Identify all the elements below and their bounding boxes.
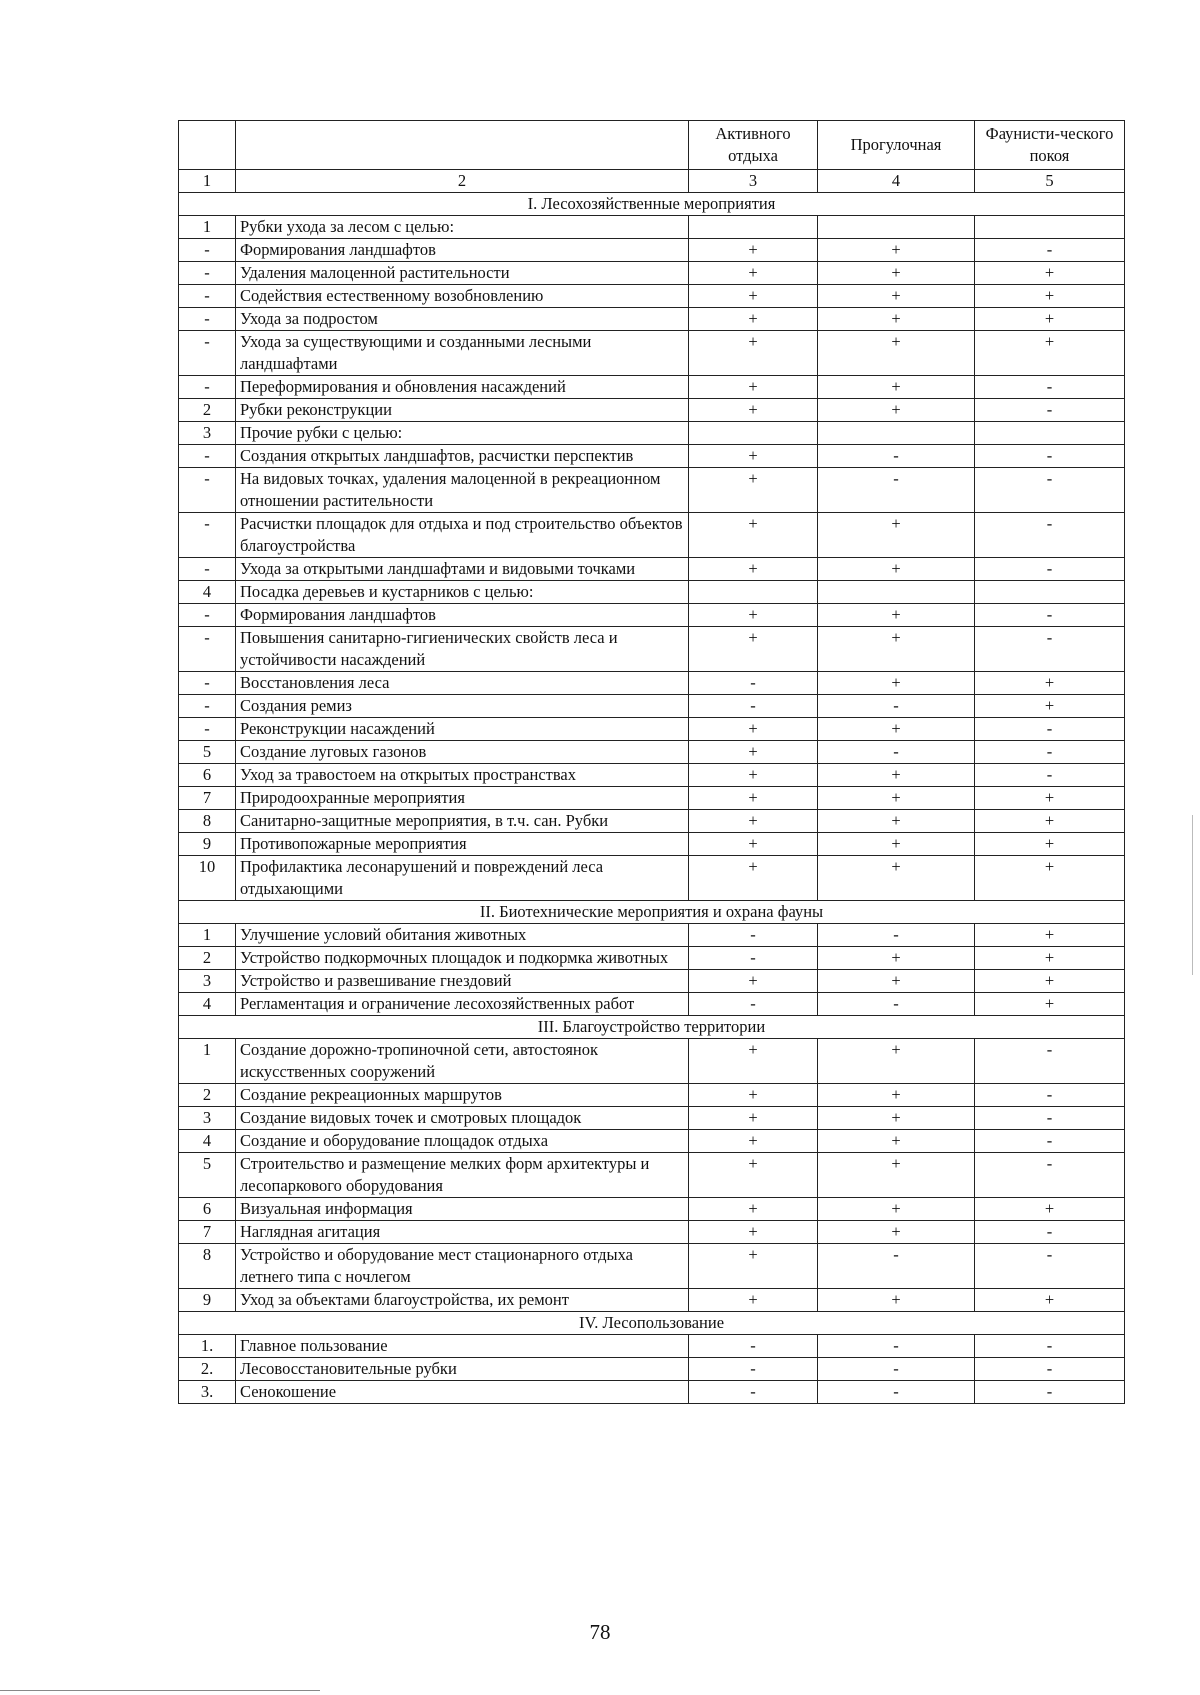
measures-table <box>178 120 1125 1404</box>
mark-walking: + <box>818 856 975 901</box>
row-number: 3 <box>179 422 236 445</box>
table-row <box>179 1335 1125 1358</box>
table-row <box>179 627 1125 672</box>
table-row <box>179 856 1125 901</box>
mark-walking: + <box>818 718 975 741</box>
bottom-scan-line <box>0 1690 320 1691</box>
row-number: - <box>179 239 236 262</box>
row-number: 3. <box>179 1381 236 1404</box>
row-number: - <box>179 627 236 672</box>
mark-active-rest: + <box>689 741 818 764</box>
row-number: 3 <box>179 1107 236 1130</box>
mark-active-rest <box>689 216 818 239</box>
header-cell-name <box>236 121 689 170</box>
mark-active-rest: + <box>689 787 818 810</box>
mark-fauna-rest <box>975 581 1125 604</box>
row-number: 1 <box>179 1039 236 1084</box>
row-number: 4 <box>179 1130 236 1153</box>
section-title: II. Биотехнические мероприятия и охрана фауны <box>179 901 1125 924</box>
mark-fauna-rest: + <box>975 695 1125 718</box>
table-row <box>179 993 1125 1016</box>
mark-active-rest: + <box>689 513 818 558</box>
row-number: - <box>179 695 236 718</box>
measure-name: Переформирования и обновления насаждений <box>236 376 689 399</box>
table-row <box>179 1198 1125 1221</box>
table-row <box>179 1358 1125 1381</box>
table-row <box>179 581 1125 604</box>
mark-fauna-rest: + <box>975 993 1125 1016</box>
mark-fauna-rest: - <box>975 1335 1125 1358</box>
mark-active-rest: - <box>689 924 818 947</box>
row-number: 3 <box>179 970 236 993</box>
mark-active-rest: - <box>689 672 818 695</box>
mark-active-rest: - <box>689 1381 818 1404</box>
mark-walking: + <box>818 627 975 672</box>
mark-active-rest: + <box>689 718 818 741</box>
table-row <box>179 1039 1125 1084</box>
measure-name: Создания ремиз <box>236 695 689 718</box>
mark-fauna-rest: - <box>975 1153 1125 1198</box>
row-number: 7 <box>179 787 236 810</box>
mark-walking: - <box>818 468 975 513</box>
mark-walking <box>818 581 975 604</box>
mark-active-rest: + <box>689 1084 818 1107</box>
row-number: - <box>179 285 236 308</box>
table-row <box>179 741 1125 764</box>
measure-name: Рубки ухода за лесом с целью: <box>236 216 689 239</box>
mark-active-rest: - <box>689 1335 818 1358</box>
table-row <box>179 970 1125 993</box>
mark-walking: + <box>818 331 975 376</box>
mark-active-rest <box>689 581 818 604</box>
mark-active-rest: + <box>689 1107 818 1130</box>
table-row <box>179 947 1125 970</box>
mark-walking: + <box>818 513 975 558</box>
table-row <box>179 695 1125 718</box>
mark-walking: - <box>818 1335 975 1358</box>
mark-walking: + <box>818 285 975 308</box>
mark-active-rest: + <box>689 308 818 331</box>
mark-walking: + <box>818 376 975 399</box>
mark-walking: + <box>818 970 975 993</box>
section-header-row <box>179 193 1125 216</box>
mark-active-rest: + <box>689 1198 818 1221</box>
measure-name: Профилактика лесонарушений и повреждений леса отдыхающими <box>236 856 689 901</box>
table-row <box>179 285 1125 308</box>
mark-fauna-rest: + <box>975 856 1125 901</box>
mark-fauna-rest: + <box>975 308 1125 331</box>
mark-active-rest: - <box>689 947 818 970</box>
mark-fauna-rest: + <box>975 1198 1125 1221</box>
measure-name: Природоохранные мероприятия <box>236 787 689 810</box>
row-number: 8 <box>179 1244 236 1289</box>
mark-walking: + <box>818 787 975 810</box>
row-number: 9 <box>179 1289 236 1312</box>
row-number: 4 <box>179 993 236 1016</box>
mark-walking: + <box>818 262 975 285</box>
table-row <box>179 239 1125 262</box>
row-number: 2. <box>179 1358 236 1381</box>
measure-name: Расчистки площадок для отдыха и под строительство объектов благоустройства <box>236 513 689 558</box>
mark-fauna-rest: - <box>975 376 1125 399</box>
mark-active-rest: + <box>689 833 818 856</box>
row-number: 5 <box>179 741 236 764</box>
row-number: 1 <box>179 216 236 239</box>
row-number: 6 <box>179 1198 236 1221</box>
row-number: 2 <box>179 1084 236 1107</box>
mark-walking: + <box>818 764 975 787</box>
measure-name: Создание дорожно-тропиночной сети, автостоянок искусственных сооружений <box>236 1039 689 1084</box>
mark-fauna-rest: + <box>975 285 1125 308</box>
mark-fauna-rest: - <box>975 627 1125 672</box>
measure-name: Наглядная агитация <box>236 1221 689 1244</box>
mark-walking: + <box>818 1039 975 1084</box>
table-row <box>179 764 1125 787</box>
measure-name: Ухода за подростом <box>236 308 689 331</box>
mark-active-rest: + <box>689 810 818 833</box>
mark-active-rest: + <box>689 399 818 422</box>
column-number: 5 <box>975 170 1125 193</box>
column-number: 1 <box>179 170 236 193</box>
measure-name: Создания открытых ландшафтов, расчистки перспектив <box>236 445 689 468</box>
mark-walking: + <box>818 239 975 262</box>
mark-active-rest: + <box>689 239 818 262</box>
measure-name: Прочие рубки с целью: <box>236 422 689 445</box>
mark-active-rest: + <box>689 558 818 581</box>
mark-walking: + <box>818 1221 975 1244</box>
row-number: 2 <box>179 947 236 970</box>
column-number: 2 <box>236 170 689 193</box>
table-row <box>179 558 1125 581</box>
mark-active-rest: - <box>689 993 818 1016</box>
mark-walking: + <box>818 1289 975 1312</box>
table-row <box>179 1084 1125 1107</box>
table-row <box>179 1381 1125 1404</box>
mark-walking <box>818 422 975 445</box>
mark-active-rest: + <box>689 604 818 627</box>
mark-active-rest: + <box>689 1221 818 1244</box>
measure-name: Строительство и размещение мелких форм архитектуры и лесопаркового оборудования <box>236 1153 689 1198</box>
mark-active-rest: + <box>689 1130 818 1153</box>
mark-active-rest: + <box>689 856 818 901</box>
mark-active-rest: + <box>689 376 818 399</box>
mark-fauna-rest: - <box>975 1039 1125 1084</box>
mark-active-rest: + <box>689 1039 818 1084</box>
mark-active-rest: + <box>689 627 818 672</box>
mark-fauna-rest: - <box>975 513 1125 558</box>
table-row <box>179 262 1125 285</box>
mark-walking: + <box>818 399 975 422</box>
measure-name: Формирования ландшафтов <box>236 239 689 262</box>
mark-fauna-rest: - <box>975 718 1125 741</box>
mark-active-rest <box>689 422 818 445</box>
row-number: 8 <box>179 810 236 833</box>
table-row <box>179 672 1125 695</box>
table-row <box>179 604 1125 627</box>
mark-walking: - <box>818 445 975 468</box>
mark-walking: - <box>818 741 975 764</box>
section-header-row <box>179 1312 1125 1335</box>
table-row <box>179 810 1125 833</box>
table-row <box>179 331 1125 376</box>
mark-walking: + <box>818 1198 975 1221</box>
mark-fauna-rest: + <box>975 810 1125 833</box>
measure-name: Устройство и развешивание гнездовий <box>236 970 689 993</box>
mark-active-rest: + <box>689 1244 818 1289</box>
measure-name: Уход за травостоем на открытых пространствах <box>236 764 689 787</box>
mark-fauna-rest: + <box>975 970 1125 993</box>
mark-walking: + <box>818 308 975 331</box>
table-row <box>179 468 1125 513</box>
measure-name: Ухода за существующими и созданными лесными ландшафтами <box>236 331 689 376</box>
table-row <box>179 1130 1125 1153</box>
mark-walking: + <box>818 672 975 695</box>
mark-active-rest: - <box>689 1358 818 1381</box>
mark-walking: + <box>818 604 975 627</box>
row-number: 7 <box>179 1221 236 1244</box>
row-number: - <box>179 672 236 695</box>
measure-name: Визуальная информация <box>236 1198 689 1221</box>
mark-fauna-rest: + <box>975 331 1125 376</box>
scan-edge-mark <box>1192 815 1193 975</box>
row-number: 1 <box>179 924 236 947</box>
mark-fauna-rest: + <box>975 672 1125 695</box>
table-row <box>179 1221 1125 1244</box>
mark-walking: - <box>818 695 975 718</box>
measure-name: Улучшение условий обитания животных <box>236 924 689 947</box>
mark-fauna-rest: + <box>975 262 1125 285</box>
mark-walking: - <box>818 1358 975 1381</box>
row-number: - <box>179 308 236 331</box>
mark-active-rest: + <box>689 262 818 285</box>
measure-name: Регламентация и ограничение лесохозяйственных работ <box>236 993 689 1016</box>
mark-fauna-rest: - <box>975 399 1125 422</box>
mark-walking: - <box>818 993 975 1016</box>
section-header-row <box>179 1016 1125 1039</box>
header-cell-walking: Прогулочная <box>818 121 975 170</box>
mark-walking: - <box>818 1381 975 1404</box>
table-row <box>179 1244 1125 1289</box>
row-number: - <box>179 558 236 581</box>
measure-name: Лесовосстановительные рубки <box>236 1358 689 1381</box>
row-number: - <box>179 445 236 468</box>
row-number: - <box>179 718 236 741</box>
row-number: - <box>179 376 236 399</box>
measure-name: Создание рекреационных маршрутов <box>236 1084 689 1107</box>
mark-fauna-rest: + <box>975 947 1125 970</box>
mark-walking: - <box>818 924 975 947</box>
table-row <box>179 718 1125 741</box>
measure-name: Реконструкции насаждений <box>236 718 689 741</box>
mark-active-rest: + <box>689 468 818 513</box>
table-row <box>179 308 1125 331</box>
table-row <box>179 787 1125 810</box>
mark-fauna-rest: - <box>975 764 1125 787</box>
section-title: I. Лесохозяйственные мероприятия <box>179 193 1125 216</box>
mark-fauna-rest: + <box>975 787 1125 810</box>
mark-walking: - <box>818 1244 975 1289</box>
measure-name: Повышения санитарно-гигиенических свойств леса и устойчивости насаждений <box>236 627 689 672</box>
header-cell-num <box>179 121 236 170</box>
row-number: 2 <box>179 399 236 422</box>
mark-active-rest: + <box>689 285 818 308</box>
row-number: 10 <box>179 856 236 901</box>
table-row <box>179 1107 1125 1130</box>
mark-fauna-rest: - <box>975 239 1125 262</box>
measure-name: На видовых точках, удаления малоценной в рекреационном отношении растительности <box>236 468 689 513</box>
row-number: 1. <box>179 1335 236 1358</box>
mark-active-rest: + <box>689 1289 818 1312</box>
table-row <box>179 422 1125 445</box>
mark-fauna-rest: - <box>975 1084 1125 1107</box>
measure-name: Главное пользование <box>236 1335 689 1358</box>
table-row <box>179 1289 1125 1312</box>
section-title: IV. Лесопользование <box>179 1312 1125 1335</box>
measure-name: Сенокошение <box>236 1381 689 1404</box>
mark-active-rest: + <box>689 970 818 993</box>
mark-active-rest: - <box>689 695 818 718</box>
row-number: - <box>179 262 236 285</box>
measure-name: Противопожарные мероприятия <box>236 833 689 856</box>
mark-fauna-rest: + <box>975 924 1125 947</box>
table-row <box>179 833 1125 856</box>
mark-fauna-rest: - <box>975 604 1125 627</box>
row-number: - <box>179 331 236 376</box>
mark-fauna-rest <box>975 216 1125 239</box>
mark-active-rest: + <box>689 445 818 468</box>
measure-name: Создание видовых точек и смотровых площадок <box>236 1107 689 1130</box>
row-number: 9 <box>179 833 236 856</box>
mark-active-rest: + <box>689 764 818 787</box>
measure-name: Создание и оборудование площадок отдыха <box>236 1130 689 1153</box>
mark-fauna-rest: - <box>975 1381 1125 1404</box>
mark-active-rest: + <box>689 331 818 376</box>
mark-fauna-rest: - <box>975 1130 1125 1153</box>
measure-name: Создание луговых газонов <box>236 741 689 764</box>
header-cell-active-rest: Активного отдыха <box>689 121 818 170</box>
measure-name: Содействия естественному возобновлению <box>236 285 689 308</box>
measure-name: Устройство и оборудование мест стационарного отдыха летнего типа с ночлегом <box>236 1244 689 1289</box>
table-row <box>179 216 1125 239</box>
table-row <box>179 399 1125 422</box>
table-row <box>179 513 1125 558</box>
table-row <box>179 376 1125 399</box>
mark-fauna-rest: - <box>975 445 1125 468</box>
mark-walking: + <box>818 558 975 581</box>
mark-fauna-rest: - <box>975 741 1125 764</box>
mark-active-rest: + <box>689 1153 818 1198</box>
measure-name: Ухода за открытыми ландшафтами и видовыми точками <box>236 558 689 581</box>
row-number: 5 <box>179 1153 236 1198</box>
table-row <box>179 1153 1125 1198</box>
measure-name: Восстановления леса <box>236 672 689 695</box>
mark-walking: + <box>818 833 975 856</box>
measure-name: Рубки реконструкции <box>236 399 689 422</box>
mark-fauna-rest: + <box>975 1289 1125 1312</box>
mark-walking: + <box>818 1130 975 1153</box>
row-number: 4 <box>179 581 236 604</box>
header-cell-fauna-rest: Фаунисти-ческого покоя <box>975 121 1125 170</box>
mark-fauna-rest: - <box>975 1358 1125 1381</box>
mark-fauna-rest: - <box>975 1107 1125 1130</box>
mark-fauna-rest: - <box>975 1244 1125 1289</box>
row-number: - <box>179 513 236 558</box>
mark-walking: + <box>818 810 975 833</box>
measure-name: Посадка деревьев и кустарников с целью: <box>236 581 689 604</box>
column-number: 3 <box>689 170 818 193</box>
section-header-row <box>179 901 1125 924</box>
mark-walking: + <box>818 1084 975 1107</box>
page-number: 78 <box>589 1620 611 1644</box>
column-number: 4 <box>818 170 975 193</box>
mark-fauna-rest <box>975 422 1125 445</box>
mark-fauna-rest: + <box>975 833 1125 856</box>
row-number: - <box>179 468 236 513</box>
measure-name: Устройство подкормочных площадок и подкормка животных <box>236 947 689 970</box>
measure-name: Санитарно-защитные мероприятия, в т.ч. сан. Рубки <box>236 810 689 833</box>
mark-walking <box>818 216 975 239</box>
measure-name: Формирования ландшафтов <box>236 604 689 627</box>
row-number: 6 <box>179 764 236 787</box>
mark-fauna-rest: - <box>975 468 1125 513</box>
row-number: - <box>179 604 236 627</box>
mark-walking: + <box>818 947 975 970</box>
mark-walking: + <box>818 1107 975 1130</box>
header-row <box>179 121 1125 170</box>
column-number-row <box>179 170 1125 193</box>
section-title: III. Благоустройство территории <box>179 1016 1125 1039</box>
table-row <box>179 924 1125 947</box>
measure-name: Уход за объектами благоустройства, их ремонт <box>236 1289 689 1312</box>
table-row <box>179 445 1125 468</box>
mark-fauna-rest: - <box>975 1221 1125 1244</box>
mark-walking: + <box>818 1153 975 1198</box>
mark-fauna-rest: - <box>975 558 1125 581</box>
measure-name: Удаления малоценной растительности <box>236 262 689 285</box>
